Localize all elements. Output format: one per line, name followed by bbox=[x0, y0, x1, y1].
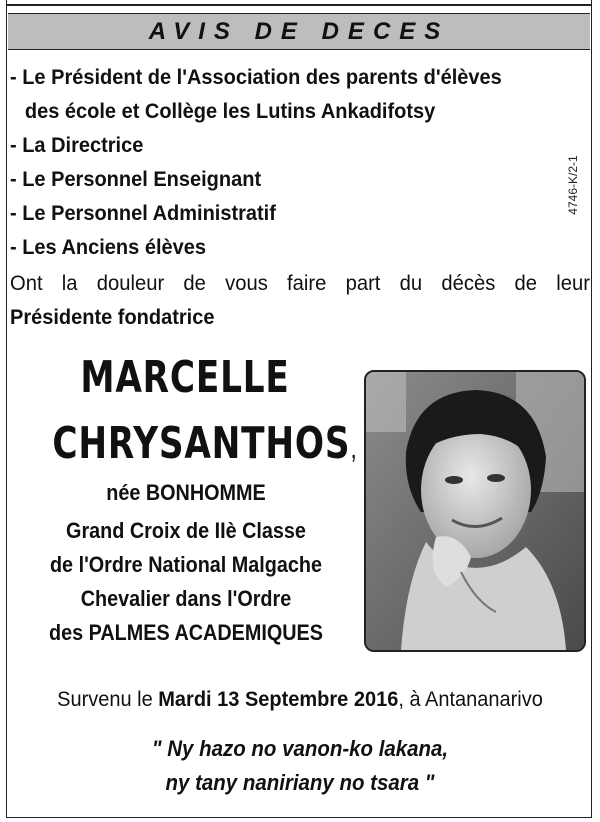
reference-text: 4746-K/2-1 bbox=[566, 155, 580, 215]
deceased-last-name: CHRYSANTHOS, bbox=[52, 418, 358, 469]
announcer-line: - Le Personnel Administratif bbox=[10, 201, 276, 225]
death-date: Mardi 13 Septembre 2016 bbox=[158, 687, 399, 711]
deceased-details bbox=[10, 476, 362, 650]
maiden-name: née BONHOMME bbox=[106, 480, 266, 505]
quote-line: ny tany naniriany no tsara " bbox=[165, 770, 435, 795]
announcer-line: des école et Collège les Lutins Ankadifotsy bbox=[24, 99, 436, 123]
quote-line: " Ny hazo no vanon-ko lakana, bbox=[151, 736, 449, 761]
announcer-line: - Les Anciens élèves bbox=[10, 235, 206, 259]
intro-role: Présidente fondatrice bbox=[10, 305, 215, 329]
header-banner bbox=[8, 13, 590, 50]
portrait-image bbox=[366, 372, 584, 650]
honor-line: des PALMES ACADEMIQUES bbox=[49, 620, 323, 645]
announcer-line: - Le Personnel Enseignant bbox=[10, 167, 262, 191]
honor-line: Chevalier dans l'Ordre bbox=[80, 586, 292, 611]
closing-quote bbox=[10, 732, 590, 800]
intro-text bbox=[10, 266, 590, 334]
header-title: AVIS DE DECES bbox=[148, 17, 450, 45]
honor-line: Grand Croix de IIè Classe bbox=[66, 518, 306, 543]
announcer-list bbox=[10, 60, 590, 264]
honor-line: de l'Ordre National Malgache bbox=[49, 552, 323, 577]
death-statement: Survenu le Mardi 13 Septembre 2016, à Antananarivo bbox=[57, 687, 543, 711]
intro-sentence: Ont la douleur de vous faire part du décès de leur bbox=[10, 271, 590, 295]
announcer-line: - Le Président de l'Association des parents d'élèves bbox=[10, 65, 502, 89]
portrait-photo bbox=[364, 370, 586, 652]
announcer-line: - La Directrice bbox=[10, 133, 144, 157]
deceased-first-name: MARCELLE bbox=[80, 352, 290, 403]
